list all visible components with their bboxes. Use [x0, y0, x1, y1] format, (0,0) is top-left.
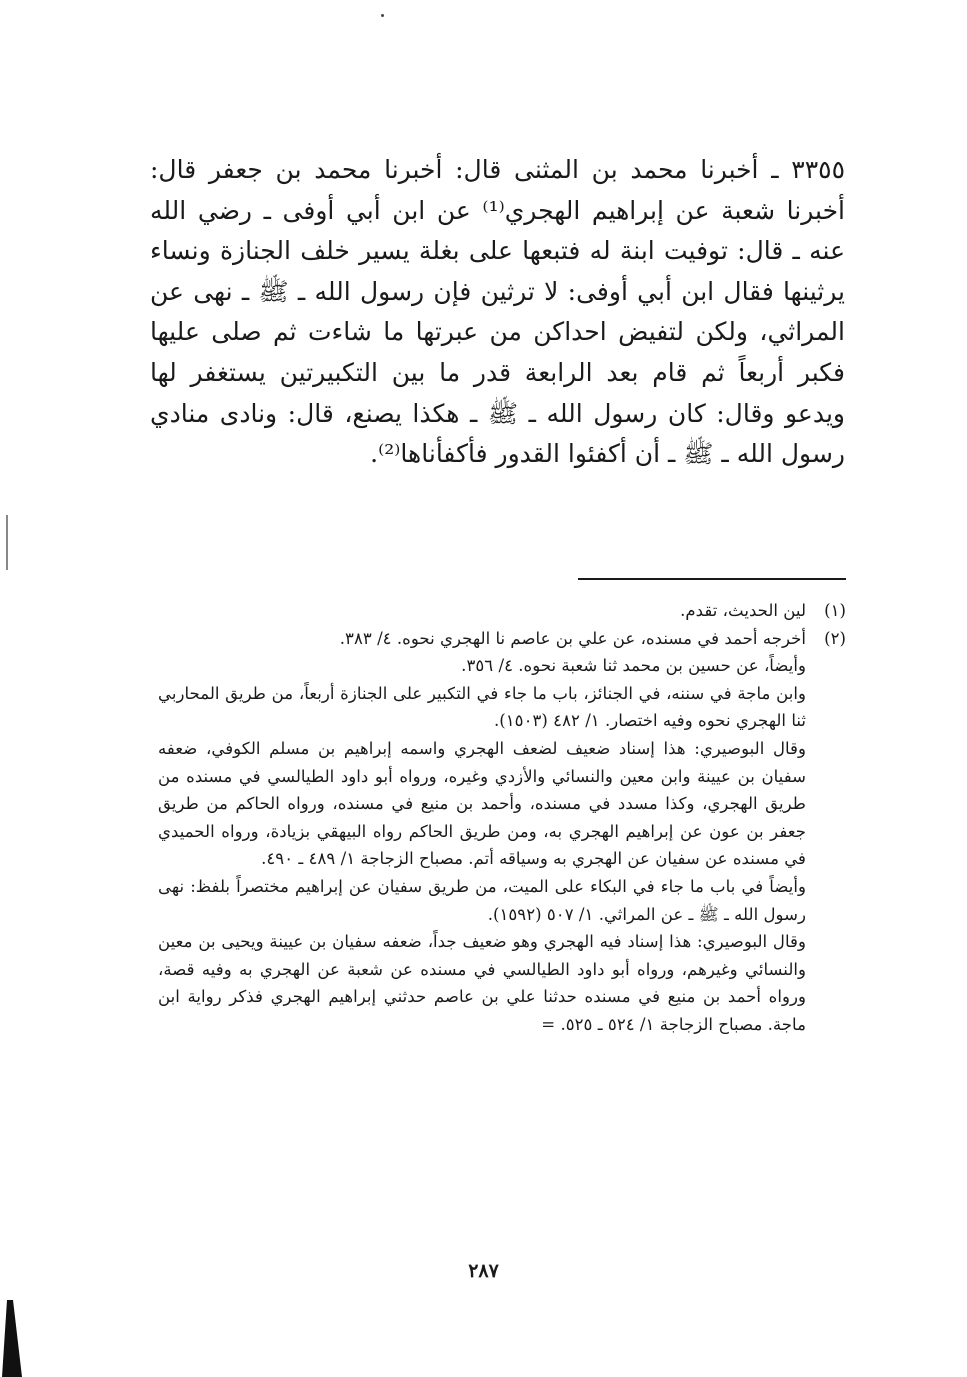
hadith-number: ٣٣٥٥ [791, 155, 846, 184]
footnote-1 [158, 597, 846, 625]
scan-edge-shadow [2, 1300, 22, 1377]
footnote-line: لين الحديث، تقدم. [680, 601, 806, 620]
footnote-line: أخرجه أحمد في مسنده، عن علي بن عاصم نا الهجري نحوه. ٤/ ٣٨٣. [339, 628, 806, 648]
footnote-marker: (١) [824, 601, 846, 620]
footnote-line: وقال البوصيري: هذا إسناد فيه الهجري وهو ضعيف جداً، ضعفه سفيان بن عيينة ويحيى بن معين والنسائي وغيرهم، ورواه أبو داود الطيالسي في مسنده عن شعبة عن الهجري به وفيه قصة، ورواه أحمد بن منيع في مسنده حدثنا علي بن عاصم حدثني إبراهيم الهجري فذكر رواية ابن ماجة. مصباح الزجاجة ١/ ٥٢٤ ـ ٥٢٥. = [158, 932, 806, 1034]
footnotes [158, 597, 846, 1039]
footnote-2 [158, 625, 846, 653]
footnote-separator [578, 578, 846, 580]
footnote-marker: (٢) [824, 628, 846, 648]
hadith-text-block [150, 150, 845, 475]
scan-margin-mark [6, 515, 8, 570]
footnote-line: وأيضاً في باب ما جاء في البكاء على الميت، من طريق سفيان عن إبراهيم مختصراً بلفظ: نهى رسول الله ـ ﷺ ـ عن المراثي. ١/ ٥٠٧ (١٥٩٢). [158, 876, 806, 924]
footnote-line: وقال البوصيري: هذا إسناد ضعيف لضعف الهجري واسمه إبراهيم بن مسلم الكوفي، ضعفه سفيان بن عيينة وابن معين والنسائي والأزدي وغيره، ورواه أبو داود الطيالسي في مسنده من طريق الهجري، وكذا مسدد في مسنده، وأحمد بن منيع في مسنده، ورواه الحاكم من طريق جعفر بن عون عن إبراهيم الهجري به، ومن طريق الحاكم رواه البيهقي بزيادة، ورواه الحميدي في مسنده عن سفيان عن الهجري به وسياقه أتم. مصباح الزجاجة ١/ ٤٨٩ ـ ٤٩٠. [158, 738, 806, 869]
footnote-line: وابن ماجة في سننه، في الجنائز، باب ما جاء في التكبير على الجنازة أربعاً، من طريق المحاربي ثنا الهجري نحوه وفيه اختصار. ١/ ٤٨٢ (١٥٠٣). [158, 683, 806, 731]
hadith-body: ـ أخبرنا محمد بن المثنى قال: أخبرنا محمد بن جعفر قال: أخبرنا شعبة عن إبراهيم الهجري⁽¹⁾ عن ابن أبي أوفى ـ رضي الله عنه ـ قال: توفيت ابنة له فتبعها على بغلة يسير خلف الجنازة ونساء يرثينها فقال ابن أبي أوفى: لا ترثين فإن رسول الله ـ ﷺ ـ نهى عن المراثي، ولكن لتفيض احداكن من عبرتها ما شاءت ثم صلى عليها فكبر أربعاً ثم قام بعد الرابعة قدر ما بين التكبيرتين يستغفر لها ويدعو وقال: كان رسول الله ـ ﷺ ـ هكذا يصنع، قال: ونادى منادي رسول الله ـ ﷺ ـ أن أكفئوا القدور فأكفأناها⁽²⁾. [150, 155, 845, 469]
top-speck [381, 14, 384, 17]
footnote-line: وأيضاً، عن حسين بن محمد ثنا شعبة نحوه. ٤/ ٣٥٦. [461, 656, 806, 676]
page-number: ٢٨٧ [468, 1260, 499, 1282]
